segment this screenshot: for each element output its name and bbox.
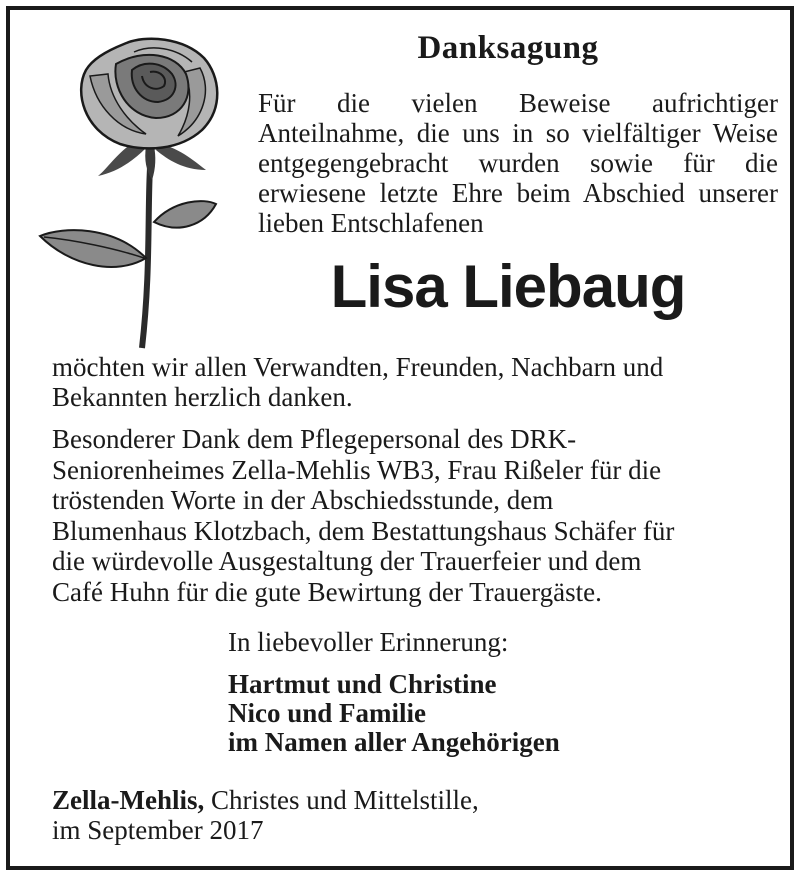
special-thanks-line: Besonderer Dank dem Pflegepersonal des DRK- <box>52 424 577 454</box>
memory-line: In liebevoller Erinnerung: <box>228 627 509 657</box>
special-thanks-paragraph <box>52 424 772 607</box>
signer-name: Hartmut und Christine <box>228 669 497 699</box>
place-name: Zella-Mehlis, <box>52 785 205 815</box>
signer-name: Nico und Familie <box>228 698 427 728</box>
place-date-block <box>52 785 752 845</box>
deceased-name: Lisa Liebaug <box>330 253 686 320</box>
place-rest: Christes und Mittelstille, <box>204 785 479 815</box>
thanks-line: Bekannten herzlich danken. <box>52 382 353 412</box>
intro-text: Für die vielen Beweise aufrichtiger Anteilnahme, die uns in so vielfältiger Weise entgegengebracht wurden sowie für die erwiesene letzte Ehre beim Abschied unserer lieben Entschlafenen <box>258 88 778 238</box>
date-line: im September 2017 <box>52 815 264 845</box>
notice-title: Danksagung <box>417 30 599 66</box>
special-thanks-line: Café Huhn für die gute Bewirtung der Trauergäste. <box>52 576 602 607</box>
special-thanks-line: Blumenhaus Klotzbach, dem Bestattungshaus Schäfer für <box>52 515 675 546</box>
thanks-line: möchten wir allen Verwandten, Freunden, Nachbarn und <box>52 352 664 382</box>
special-thanks-line: Seniorenheimes Zella-Mehlis WB3, Frau Rißeler für die <box>52 454 662 485</box>
special-thanks-line: tröstenden Worte in der Abschiedsstunde, dem <box>52 485 554 515</box>
rose-icon <box>34 30 254 350</box>
thanks-paragraph <box>52 352 772 412</box>
place-line <box>52 785 752 815</box>
signer-name: im Namen aller Angehörigen <box>228 727 560 757</box>
signers-block <box>228 670 748 757</box>
special-thanks-line: die würdevolle Ausgestaltung der Trauerfeier und dem <box>52 546 642 576</box>
